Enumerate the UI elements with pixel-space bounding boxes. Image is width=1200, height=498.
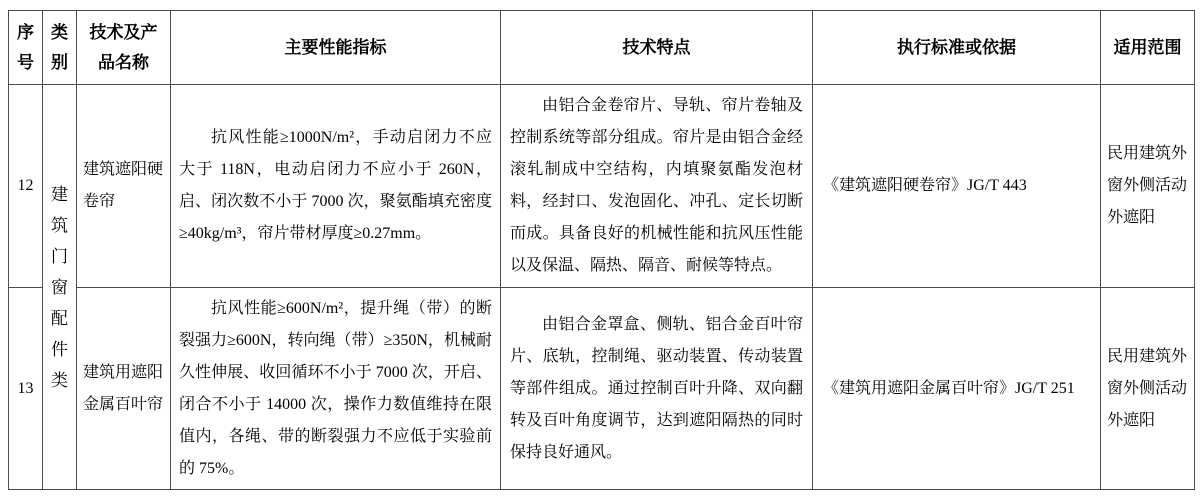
performance-paragraph: 抗风性能≥1000N/m²，手动启闭力不应大于 118N，电动启闭力不应小于 260N，启、闭次数不小于 7000 次，聚氨酯填充密度≥40kg/m³，帘片带材厚度≥0.27mm。: [179, 129, 492, 242]
header-category: 类别: [43, 11, 77, 85]
cell-serial-number: 13: [9, 288, 43, 490]
header-scope: 适用范围: [1101, 11, 1195, 85]
header-features: 技术特点: [501, 11, 813, 85]
cell-standard: 《建筑用遮阳金属百叶帘》JG/T 251: [813, 288, 1101, 490]
cell-standard: 《建筑遮阳硬卷帘》JG/T 443: [813, 85, 1101, 288]
cell-performance: [171, 85, 501, 288]
header-performance: 主要性能指标: [171, 11, 501, 85]
product-standards-table-wrap: [8, 10, 1195, 490]
category-vertical-text: 建筑门窗配件类: [51, 184, 68, 390]
cell-performance: [171, 288, 501, 490]
cell-product-name: 建筑遮阳硬卷帘: [77, 85, 171, 288]
cell-serial-number: 12: [9, 85, 43, 288]
table-row: [9, 288, 1195, 490]
features-paragraph: 由铝合金罩盒、侧轨、铝合金百叶帘片、底轨，控制绳、驱动装置、传动装置等部件组成。通过控制百叶升降、双向翻转及百叶角度调节，达到遮阳隔热的同时保持良好通风。: [510, 315, 803, 461]
cell-scope: 民用建筑外窗外侧活动外遮阳: [1101, 85, 1195, 288]
cell-category-merged: [43, 85, 77, 490]
cell-product-name: 建筑用遮阳金属百叶帘: [77, 288, 171, 490]
header-standard: 执行标准或依据: [813, 11, 1101, 85]
cell-scope: 民用建筑外窗外侧活动外遮阳: [1101, 288, 1195, 490]
header-product-name: 技术及产品名称: [77, 11, 171, 85]
header-serial-number: 序号: [9, 11, 43, 85]
table-row: [9, 85, 1195, 288]
product-standards-table: [8, 10, 1195, 490]
cell-features: [501, 85, 813, 288]
features-paragraph: 由铝合金卷帘片、导轨、帘片卷轴及控制系统等部分组成。帘片是由铝合金经滚轧制成中空结构，内填聚氨酯发泡材料，经封口、发泡固化、冲孔、定长切断而成。具备良好的机械性能和抗风压性能以及保温、隔热、隔音、耐候等特点。: [510, 97, 803, 274]
table-header-row: [9, 11, 1195, 85]
performance-paragraph: 抗风性能≥600N/m²，提升绳（带）的断裂强力≥600N，转向绳（带）≥350N，机械耐久性伸展、收回循环不小于 7000 次，开启、闭合不小于 14000 次，操作力数值维持在限值内，各绳、带的断裂强力不应低于实验前的 75%。: [179, 299, 492, 477]
cell-features: [501, 288, 813, 490]
